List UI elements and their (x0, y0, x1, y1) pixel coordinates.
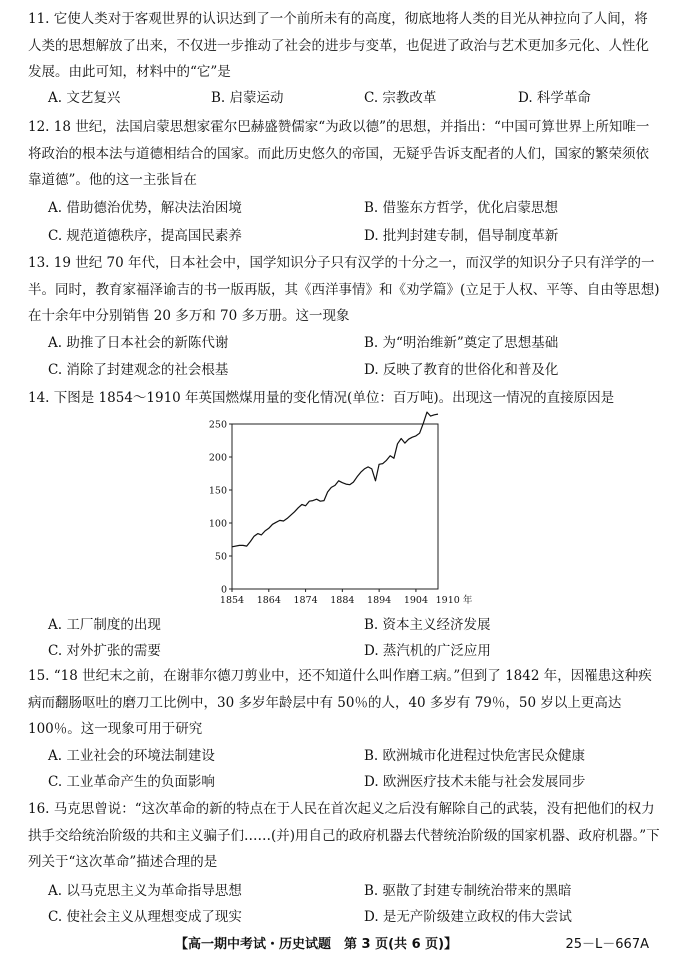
y-tick-label: 50 (214, 551, 227, 563)
coal-usage-line (232, 412, 438, 547)
x-tick-label: 1864 (256, 595, 281, 606)
q16-option-b: B. 驱散了封建专制统治带来的黑暗 (364, 883, 572, 899)
y-tick-label: 250 (208, 419, 227, 431)
q13-option-a: A. 助推了日本社会的新陈代谢 (48, 335, 229, 351)
q12-option-c: C. 规范道德秩序，提高国民素养 (48, 228, 242, 244)
q11-option-c: C. 宗教改革 (364, 90, 437, 106)
y-tick-label: 200 (208, 452, 227, 464)
question-11-stem: 11. 它使人类对于客观世界的认识达到了一个前所未有的高度，彻底地将人类的目光从神拉向了人间，将人类的思想解放了出来，不仅进一步推动了社会的进步与变革，也促进了政治与艺术更加多元化、人性化发展。由此可知，材料中的“它”是 (28, 11, 649, 80)
x-tick-label: 1874 (293, 595, 318, 606)
q15-option-a: A. 工业社会的环境法制建设 (48, 748, 215, 764)
x-tick-label: 1884 (330, 595, 355, 606)
plot-frame (232, 424, 438, 589)
q11-option-b: B. 启蒙运动 (211, 90, 284, 106)
chart-svg (208, 418, 477, 610)
y-tick-label: 100 (208, 518, 227, 530)
footer-title: 【高一期中考试・历史试题 第 3 页(共 6 页)】 (175, 937, 458, 952)
q15-option-d: D. 欧洲医疗技术未能与社会发展同步 (364, 774, 586, 790)
x-tick-label: 1854 (219, 595, 245, 606)
q15-option-c: C. 工业革命产生的负面影响 (48, 774, 215, 790)
question-16-stem: 16. 马克思曾说：“这次革命的新的特点在于人民在首次起义之后没有解除自己的武装，没有把他们的权力拱手交给统治阶级的共和主义骗子们……(并)用自己的政府机器去代替统治阶级的国家机器、政府机器。”下列关于“这次革命”描述合理的是 (28, 801, 660, 870)
q11-option-d: D. 科学革命 (518, 90, 591, 106)
question-14-stem: 14. 下图是 1854～1910 年英国燃煤用量的变化情况(单位：百万吨)。出现这一情况的直接原因是 (28, 390, 615, 406)
q14-option-d: D. 蒸汽机的广泛应用 (364, 643, 491, 659)
x-tick-label: 1894 (367, 595, 392, 606)
q14-option-c: C. 对外扩张的需要 (48, 643, 161, 659)
q14-option-b: B. 资本主义经济发展 (364, 617, 491, 633)
q12-option-d: D. 批判封建专制，倡导制度革新 (364, 228, 559, 244)
q16-option-a: A. 以马克思主义为革命指导思想 (48, 883, 242, 899)
coal-usage-chart (208, 418, 477, 610)
q13-option-b: B. 为“明治维新”奠定了思想基础 (364, 335, 559, 351)
question-12-stem: 12. 18 世纪，法国启蒙思想家霍尔巴赫盛赞儒家“为政以德”的思想，并指出：“中国可算世界上所知唯一将政治的根本法与道德相结合的国家。而此历史悠久的帝国，无疑乎告诉支配者的人们，国家的繁荣须依靠道德”。他的这一主张旨在 (28, 119, 650, 188)
x-axis-end-label: 1910 年 (435, 595, 473, 606)
y-tick-label: 0 (220, 584, 227, 596)
y-tick-label: 150 (208, 485, 227, 497)
q16-option-c: C. 使社会主义从理想变成了现实 (48, 909, 242, 925)
q14-option-a: A. 工厂制度的出现 (48, 617, 161, 633)
q13-option-d: D. 反映了教育的世俗化和普及化 (364, 362, 559, 378)
page-footer (0, 933, 677, 955)
question-15-stem: 15. “18 世纪末之前，在谢菲尔德刀剪业中，还不知道什么叫作磨工病。”但到了 1842 年，因罹患这种疾病而翻肠呕吐的磨刀工比例中，30 多岁年龄层中有 50％的人，40 多岁有 79％，50 岁以上更高达 100％。这一现象可用于研究 (28, 668, 652, 737)
footer-code: 25－L－667A (565, 937, 649, 952)
q12-option-b: B. 借鉴东方哲学，优化启蒙思想 (364, 200, 559, 216)
q12-option-a: A. 借助德治优势，解决法治困境 (48, 200, 242, 216)
q13-option-c: C. 消除了封建观念的社会根基 (48, 362, 229, 378)
q15-option-b: B. 欧洲城市化进程过快危害民众健康 (364, 748, 586, 764)
x-tick-label: 1904 (403, 595, 429, 606)
q11-option-a: A. 文艺复兴 (48, 90, 121, 106)
question-13-stem: 13. 19 世纪 70 年代，日本社会中，国学知识分子只有汉学的十分之一，而汉学的知识分子只有洋学的一半。同时，教育家福泽谕吉的书一版再版，其《西洋事情》和《劝学篇》(立足于人权、平等、自由等思想)在十余年中分别销售 20 多万和 70 多万册。这一现象 (28, 255, 660, 324)
q16-option-d: D. 是无产阶级建立政权的伟大尝试 (364, 909, 572, 925)
